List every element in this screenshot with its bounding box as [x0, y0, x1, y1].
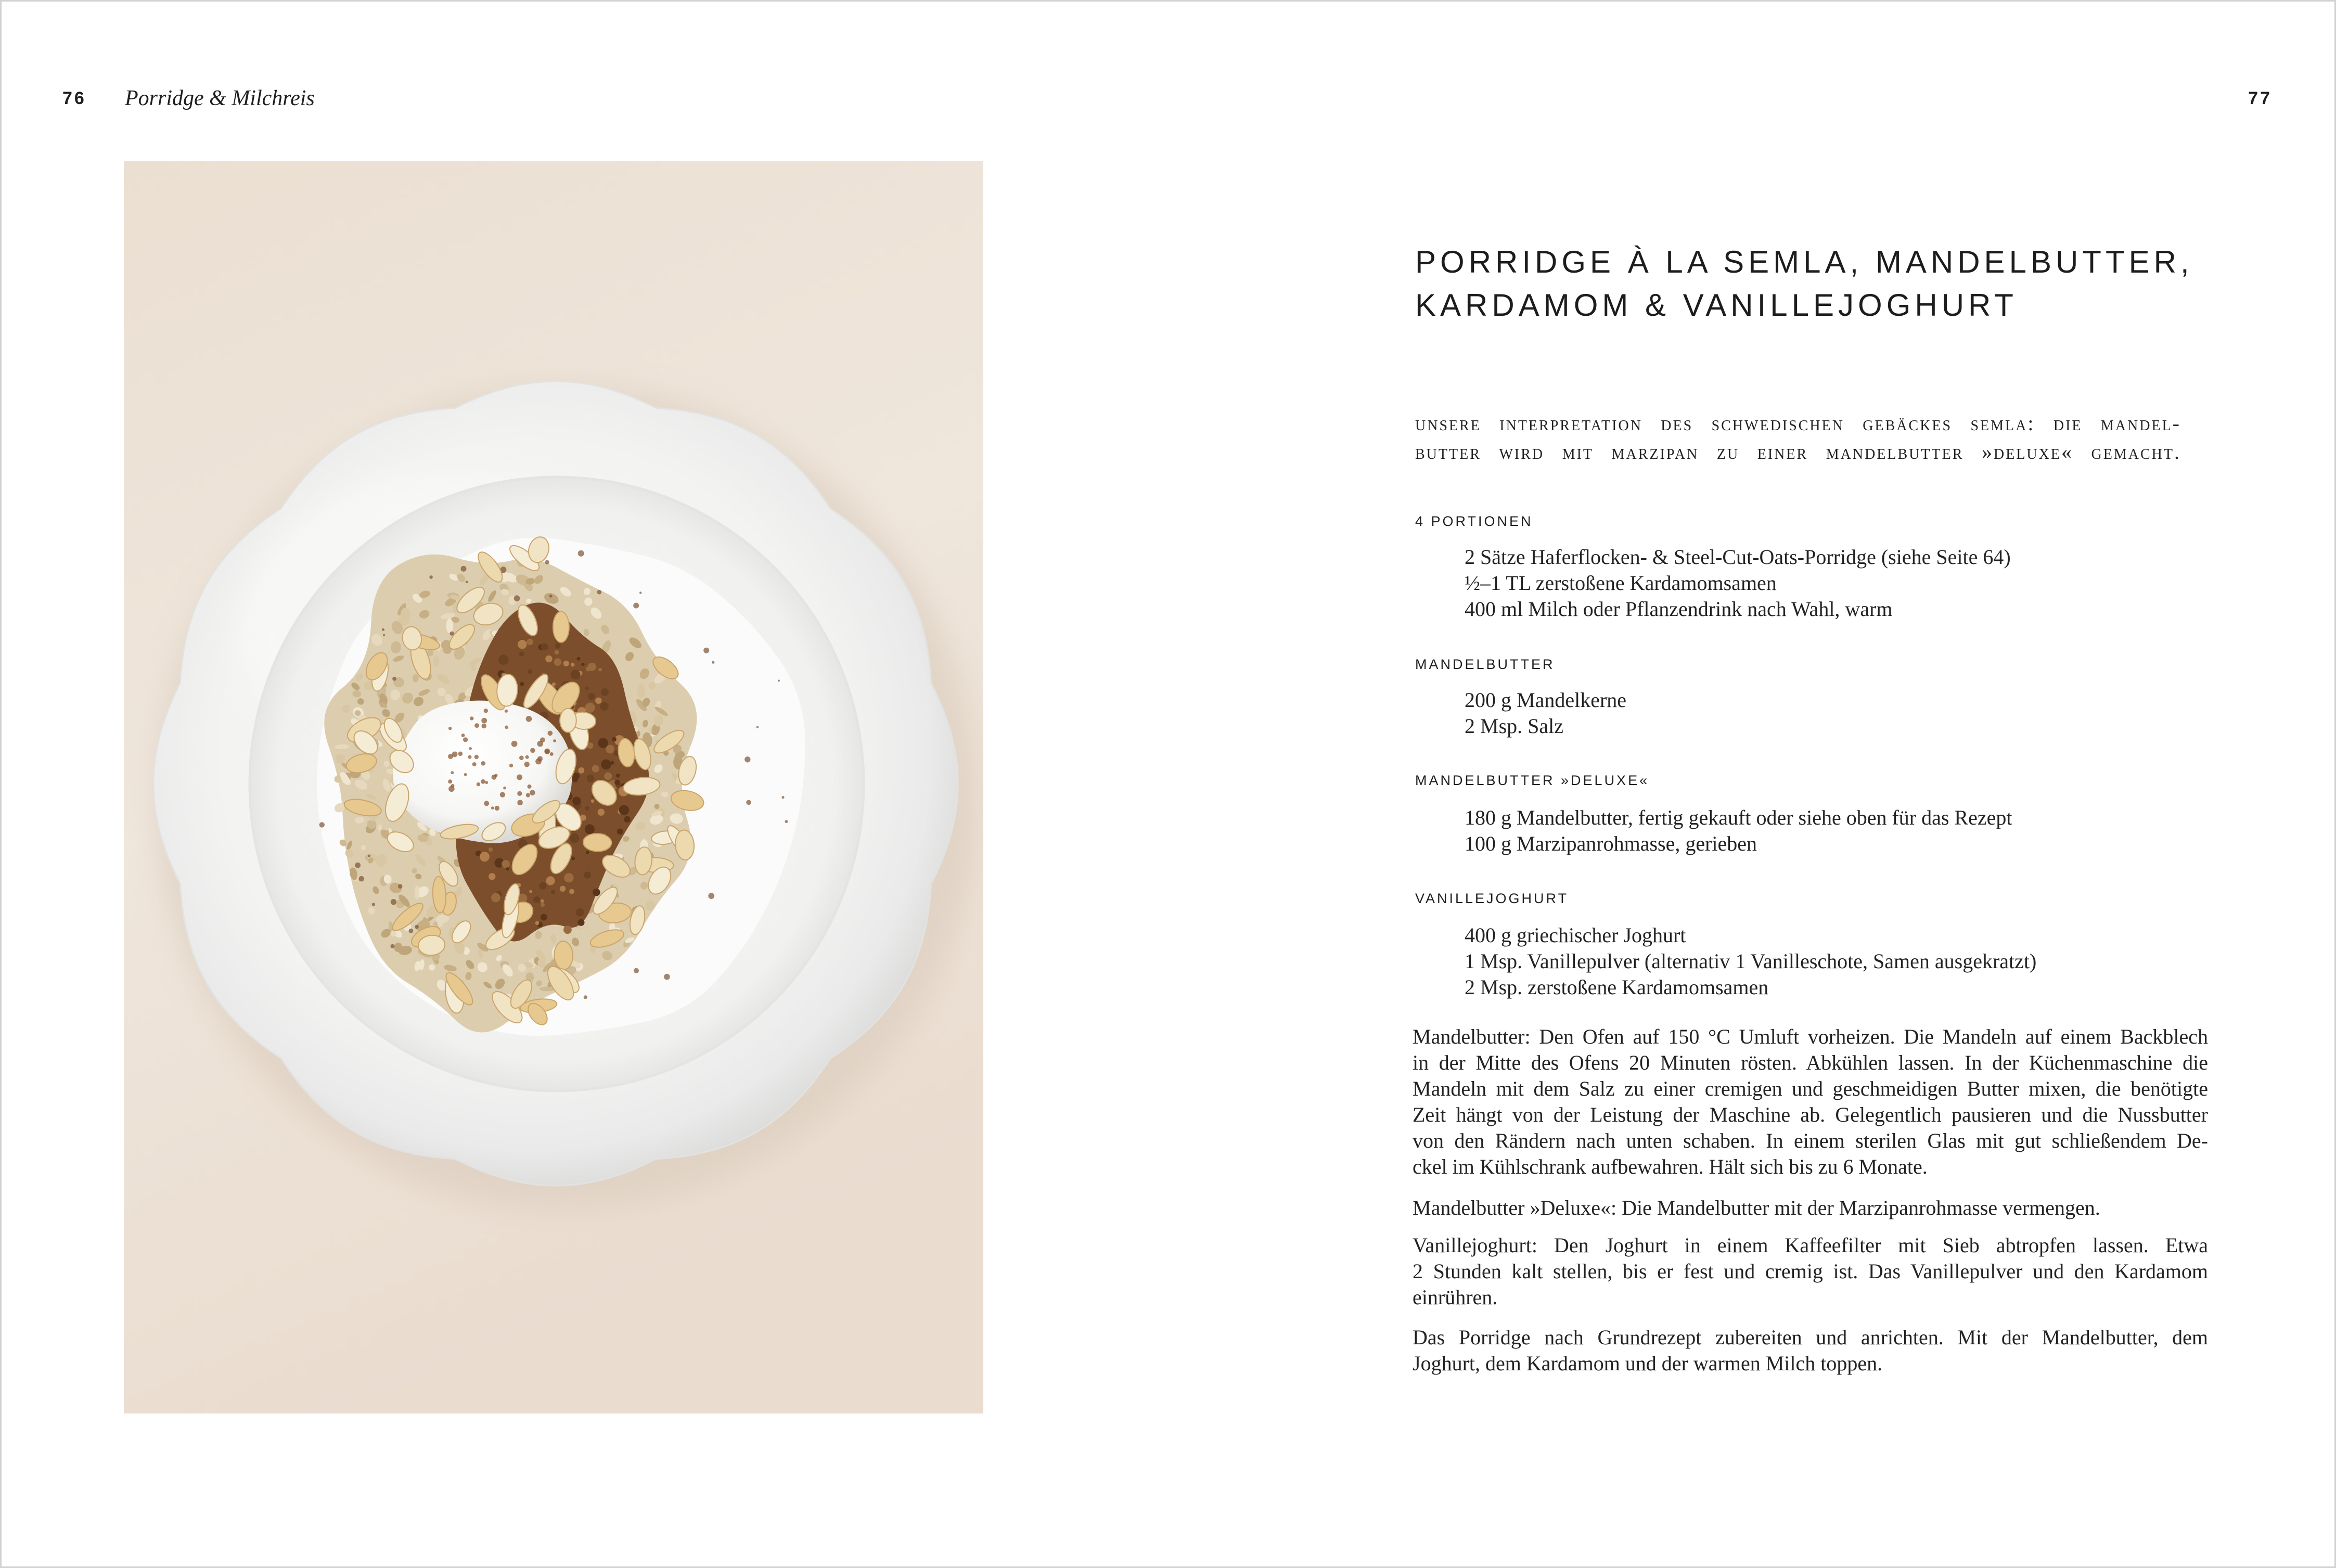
spice-speck: [505, 710, 508, 713]
butter-crumb: [604, 773, 612, 780]
spice-speck: [485, 781, 488, 784]
ingredient-item: 180 g Mandelbutter, fertig gekauft oder siehe oben für das Rezept: [1465, 806, 2012, 829]
butter-crumb: [533, 896, 540, 903]
spice-speck: [355, 863, 361, 868]
spice-speck: [526, 716, 532, 722]
spice-speck: [712, 661, 714, 663]
spice-speck: [484, 801, 489, 806]
spice-speck: [415, 925, 419, 929]
spice-speck: [634, 968, 639, 973]
page-number-left: 76: [62, 88, 86, 108]
method-line: Mandeln mit dem Salz zu einer cremigen und geschmeidigen Butter mixen, die benötigte: [1413, 1077, 2208, 1100]
spice-speck: [778, 680, 780, 682]
butter-crumb: [529, 890, 532, 893]
spice-speck: [358, 876, 364, 882]
ingredient-item: 100 g Marzipanrohmasse, gerieben: [1465, 832, 1757, 855]
ingredient-item: 400 ml Milch oder Pflanzendrink nach Wahl, warm: [1465, 597, 1893, 621]
butter-crumb: [545, 656, 552, 662]
almond-flake: [560, 709, 576, 732]
intro-line: unsere interpretation des schwedischen gebäckes semla: die mandel-: [1415, 412, 2181, 435]
method-line: von den Rändern nach unten schaben. In einem sterilen Glas mit gut schließendem De-: [1413, 1129, 2208, 1152]
spice-speck: [481, 779, 485, 784]
spice-speck: [391, 899, 396, 905]
butter-crumb: [570, 833, 579, 843]
spice-speck: [398, 884, 403, 889]
butter-crumb: [585, 824, 595, 834]
spice-speck: [509, 764, 513, 767]
method-line: in der Mitte des Ofens 20 Minuten rösten. Abkühlen lassen. In der Küchenmaschine die: [1413, 1051, 2208, 1074]
spice-speck: [530, 748, 535, 753]
spice-speck: [517, 800, 523, 805]
butter-crumb: [554, 658, 561, 665]
method-line: 2 Stunden kalt stellen, bis er fest und cremig ist. Das Vanillepulver und den Kardamom: [1413, 1259, 2208, 1283]
spice-speck: [785, 820, 788, 823]
butter-crumb: [541, 899, 544, 903]
ingredient-item: ½–1 TL zerstoßene Kardamomsamen: [1465, 571, 1777, 595]
butter-crumb: [491, 893, 500, 903]
spice-speck: [584, 995, 587, 999]
spice-speck: [477, 782, 480, 786]
butter-crumb: [535, 921, 540, 925]
spice-speck: [474, 723, 479, 728]
spice-speck: [482, 724, 486, 728]
spice-speck: [524, 762, 530, 767]
method-line: einrühren.: [1413, 1286, 1498, 1309]
spice-speck: [481, 761, 486, 766]
butter-crumb: [588, 693, 595, 700]
almond-flake: [554, 941, 573, 970]
butter-crumb: [585, 703, 595, 713]
spice-speck: [517, 775, 522, 780]
method-paragraph-deluxe: [1413, 1195, 2208, 1221]
spice-speck: [545, 560, 549, 564]
spice-speck: [451, 771, 454, 774]
butter-crumb: [606, 745, 614, 754]
butter-crumb: [571, 856, 575, 860]
butter-crumb: [573, 773, 580, 779]
butter-crumb: [528, 670, 532, 674]
ingredient-item: 1 Msp. Vanillepulver (alternativ 1 Vanilleschote, Samen ausgekratzt): [1465, 949, 2037, 973]
butter-crumb: [612, 737, 617, 742]
butter-crumb: [571, 663, 575, 667]
section-label-portionen: 4 PORTIONEN: [1415, 513, 1533, 529]
ingredient-list-mandelbutter-deluxe: [1465, 805, 2012, 857]
recipe-title-line: PORRIDGE À LA SEMLA, MANDELBUTTER,: [1415, 245, 2193, 279]
butter-crumb: [551, 890, 555, 894]
spice-speck: [545, 749, 549, 754]
spice-speck: [383, 634, 385, 636]
butter-crumb: [598, 738, 608, 748]
butter-crumb: [502, 860, 510, 868]
spice-speck: [464, 773, 467, 776]
butter-crumb: [555, 650, 559, 655]
butter-crumb: [587, 775, 594, 782]
butter-crumb: [601, 760, 611, 769]
spice-speck: [530, 790, 535, 796]
spice-speck: [756, 726, 759, 728]
section-label-vanillejoghurt: VANILLEJOGHURT: [1415, 891, 1569, 906]
butter-crumb: [578, 767, 584, 774]
spice-speck: [597, 590, 602, 595]
butter-crumb: [541, 903, 545, 907]
spice-speck: [525, 755, 529, 759]
spice-speck: [781, 796, 784, 799]
butter-crumb: [585, 687, 589, 690]
spice-speck: [746, 800, 751, 805]
spice-speck: [458, 752, 463, 756]
butter-crumb: [498, 655, 508, 665]
spice-speck: [368, 854, 370, 857]
method-paragraph-vanillejoghurt: [1413, 1232, 2208, 1310]
butter-crumb: [601, 688, 609, 696]
spice-speck: [452, 752, 458, 757]
butter-crumb: [616, 774, 620, 778]
butter-crumb: [563, 661, 569, 666]
spice-speck: [492, 775, 497, 780]
butter-crumb: [577, 657, 581, 661]
spice-speck: [503, 787, 506, 790]
spice-speck: [549, 595, 553, 598]
spice-speck: [495, 806, 499, 811]
spice-speck: [472, 762, 477, 766]
spice-speck: [537, 741, 543, 747]
spice-speck: [474, 755, 479, 759]
ingredient-item: 2 Msp. zerstoßene Kardamomsamen: [1465, 975, 1769, 999]
spice-speck: [514, 595, 520, 601]
butter-crumb: [564, 873, 573, 882]
section-label-mandelbutter-deluxe: MANDELBUTTER »DELUXE«: [1415, 773, 1650, 788]
spice-speck: [505, 726, 508, 729]
spice-speck: [448, 786, 455, 792]
spice-speck: [633, 603, 639, 609]
ingredient-list-porridge: [1465, 544, 2011, 622]
butter-crumb: [617, 829, 623, 835]
recipe-intro: [1415, 409, 2181, 466]
spice-speck: [382, 628, 384, 631]
butter-crumb: [614, 780, 620, 786]
spice-speck: [429, 575, 433, 579]
spice-speck: [553, 739, 556, 742]
spice-speck: [481, 718, 487, 724]
ingredient-item: 2 Msp. Salz: [1465, 714, 1563, 738]
running-head: Porridge & Milchreis: [125, 86, 315, 110]
butter-crumb: [539, 882, 546, 890]
spice-speck: [500, 792, 505, 797]
spice-speck: [535, 759, 542, 765]
spice-speck: [511, 741, 518, 747]
butter-crumb: [569, 889, 574, 894]
spice-speck: [550, 752, 554, 756]
butter-crumb: [541, 914, 547, 921]
butter-crumb: [563, 926, 572, 934]
spice-speck: [578, 550, 584, 557]
spice-speck: [461, 566, 467, 572]
spice-speck: [639, 592, 641, 594]
butter-crumb: [527, 639, 533, 646]
almond-flake: [583, 833, 612, 852]
ingredient-list-vanillejoghurt: [1465, 922, 2036, 1000]
spice-speck: [448, 779, 452, 783]
spice-speck: [484, 709, 488, 713]
butter-crumb: [560, 886, 566, 892]
butter-crumb: [624, 816, 631, 823]
butter-crumb: [555, 643, 561, 649]
butter-crumb: [480, 852, 490, 862]
spice-speck: [448, 727, 452, 730]
spice-speck: [745, 756, 750, 762]
method-line: ckel im Kühlschrank aufbewahren. Hält sich bis zu 6 Monate.: [1413, 1155, 1928, 1178]
spice-speck: [463, 737, 468, 742]
recipe-photo: [124, 161, 983, 1413]
butter-crumb: [600, 702, 608, 711]
ingredient-item: 2 Sätze Haferflocken- & Steel-Cut-Oats-Porridge (siehe Seite 64): [1465, 545, 2011, 569]
butter-crumb: [571, 670, 581, 679]
method-line: Das Porridge nach Grundrezept zubereiten und anrichten. Mit der Mandelbutter, dem: [1413, 1326, 2208, 1349]
method-line: Mandelbutter: Den Ofen auf 150 °C Umluft vorheizen. Die Mandeln auf einem Backblech: [1413, 1025, 2208, 1048]
spice-speck: [519, 755, 524, 760]
spice-speck: [664, 974, 670, 980]
intro-line: butter wird mit marzipan zu einer mandelbutter »deluxe« gemacht.: [1415, 440, 2181, 464]
butter-crumb: [591, 800, 595, 803]
butter-crumb: [593, 889, 600, 896]
method-line: Joghurt, dem Kardamom und der warmen Milch toppen.: [1413, 1352, 1883, 1375]
butter-crumb: [588, 663, 596, 671]
recipe-title-line: KARDAMOM & VANILLEJOGHURT: [1415, 288, 2018, 323]
method-paragraph-serving: [1413, 1325, 2208, 1377]
butter-crumb: [595, 698, 601, 704]
butter-crumb: [598, 668, 602, 672]
butter-crumb: [519, 651, 524, 657]
spice-speck: [708, 893, 714, 899]
butter-crumb: [592, 765, 599, 773]
method-line: Vanillejoghurt: Den Joghurt in einem Kaffeefilter mit Sieb abtropfen lassen. Etwa: [1413, 1233, 2208, 1257]
almond-flake: [553, 612, 569, 642]
butter-crumb: [610, 761, 614, 765]
butter-crumb: [520, 682, 524, 686]
recipe-title: [1415, 240, 2193, 327]
spice-speck: [548, 731, 553, 736]
butter-crumb: [576, 908, 584, 916]
spice-speck: [461, 734, 465, 737]
butter-crumb: [577, 919, 584, 926]
method-line: Zeit hängt von der Leistung der Maschine ab. Gelegentlich pausieren und die Nussbutter: [1413, 1103, 2208, 1126]
porridge-photo-illustration: [124, 161, 983, 1413]
spice-speck: [409, 929, 414, 933]
spice-speck: [466, 581, 468, 583]
butter-crumb: [489, 873, 495, 880]
spice-speck: [468, 755, 471, 759]
spice-speck: [470, 716, 473, 720]
butter-crumb: [585, 806, 589, 811]
butter-crumb: [598, 809, 605, 816]
page-number-right: 77: [2248, 88, 2272, 108]
section-label-mandelbutter: MANDELBUTTER: [1415, 657, 1555, 672]
oat-grain: [415, 885, 419, 900]
butter-crumb: [518, 640, 527, 649]
ingredient-item: 400 g griechischer Joghurt: [1465, 923, 1686, 947]
butter-crumb: [546, 876, 555, 885]
butter-crumb: [572, 796, 581, 805]
ingredient-list-mandelbutter: [1465, 687, 1626, 739]
spice-speck: [517, 791, 522, 796]
spice-speck: [526, 793, 530, 797]
butter-crumb: [506, 867, 509, 870]
butter-crumb: [581, 663, 584, 666]
butter-crumb: [619, 805, 629, 815]
spice-speck: [491, 806, 494, 809]
butter-crumb: [586, 851, 589, 854]
ingredient-item: 200 g Mandelkerne: [1465, 688, 1627, 712]
butter-crumb: [489, 847, 493, 852]
spice-speck: [703, 648, 709, 653]
method-paragraph-mandelbutter: [1413, 1024, 2208, 1180]
spice-speck: [391, 944, 395, 948]
butter-crumb: [541, 643, 548, 650]
spice-speck: [469, 747, 472, 750]
butter-crumb: [584, 871, 591, 879]
spice-speck: [528, 785, 532, 789]
spice-speck: [319, 822, 325, 827]
method-line: Mandelbutter »Deluxe«: Die Mandelbutter mit der Marzipanrohmasse vermengen.: [1413, 1196, 2100, 1219]
spice-speck: [372, 903, 375, 906]
spice-speck: [392, 677, 396, 681]
